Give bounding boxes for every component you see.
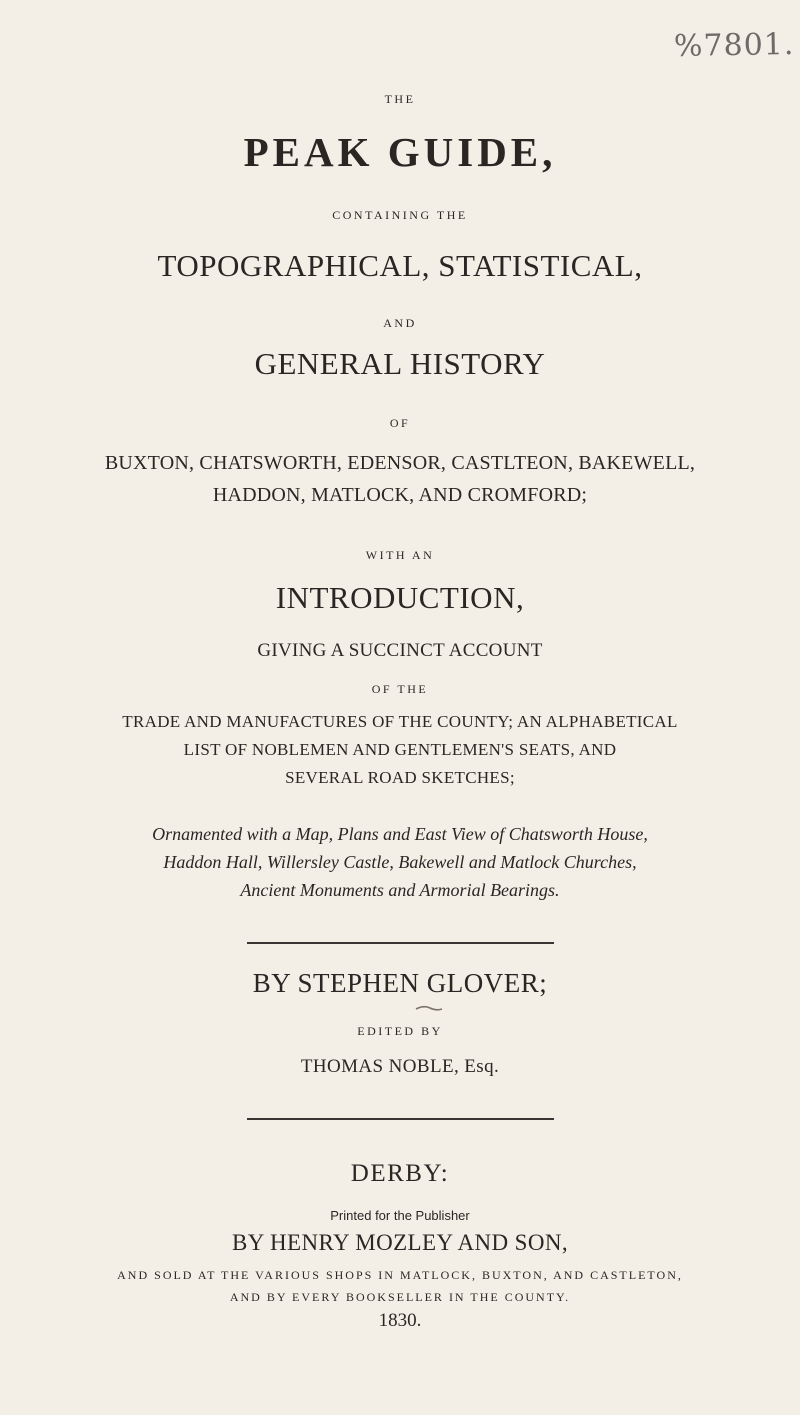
year-line: 1830. — [378, 1310, 422, 1331]
ink-blemish — [414, 1003, 444, 1013]
trade-line-2: LIST OF NOBLEMEN AND GENTLEMEN'S SEATS, AND — [183, 740, 617, 759]
publisher-line: BY HENRY MOZLEY AND SON, — [231, 1230, 569, 1255]
divider-rule-1 — [247, 942, 554, 944]
editor-line: THOMAS NOBLE, Esq. — [300, 1056, 500, 1077]
sold-line-1: AND SOLD AT THE VARIOUS SHOPS IN MATLOCK, BUXTON, AND CASTLETON, — [117, 1268, 683, 1282]
title-the: THE — [384, 92, 416, 106]
trade-line-3: SEVERAL ROAD SKETCHES; — [285, 768, 515, 787]
ornament-line-2: Haddon Hall, Willersley Castle, Bakewell and Matlock Churches, — [163, 852, 637, 872]
and-line: AND — [383, 316, 417, 330]
imprint-place: DERBY: — [350, 1160, 450, 1187]
book-title: PEAK GUIDE, — [243, 129, 557, 175]
edited-by-line: EDITED BY — [357, 1024, 443, 1038]
sold-line-2: AND BY EVERY BOOKSELLER IN THE COUNTY. — [229, 1290, 571, 1304]
subject-line: TOPOGRAPHICAL, STATISTICAL, — [157, 248, 643, 283]
history-line: GENERAL HISTORY — [254, 346, 546, 381]
introduction-line: INTRODUCTION, — [275, 580, 525, 615]
printed-for-line: Printed for the Publisher — [330, 1208, 470, 1223]
shelfmark-handwritten: %7801. — [673, 26, 795, 65]
ornament-line-3: Ancient Monuments and Armorial Bearings. — [240, 880, 560, 900]
divider-rule-2 — [247, 1118, 554, 1120]
containing-line: CONTAINING THE — [332, 208, 468, 222]
author-line: BY STEPHEN GLOVER; — [252, 968, 548, 998]
trade-line-1: TRADE AND MANUFACTURES OF THE COUNTY; AN ALPHABETICAL — [122, 712, 678, 731]
ornament-line-1: Ornamented with a Map, Plans and East View of Chatsworth House, — [152, 824, 648, 844]
places-line-1: BUXTON, CHATSWORTH, EDENSOR, CASTLTEON, BAKEWELL, — [104, 452, 696, 474]
of-the-line: OF THE — [371, 682, 429, 696]
with-an-line: WITH AN — [365, 548, 435, 562]
of-line: OF — [389, 416, 411, 430]
places-line-2: HADDON, MATLOCK, AND CROMFORD; — [212, 484, 588, 506]
giving-line: GIVING A SUCCINCT ACCOUNT — [257, 640, 543, 661]
